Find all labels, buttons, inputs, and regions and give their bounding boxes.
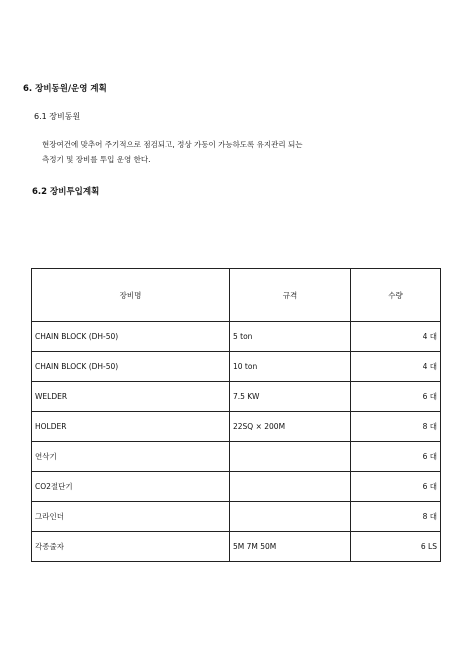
spec-cell: 5M 7M 50M: [230, 532, 351, 562]
quantity-cell: 6 대: [351, 442, 441, 472]
quantity-cell: 6 대: [351, 382, 441, 412]
spec-cell: [230, 472, 351, 502]
quantity-cell: 6 LS: [351, 532, 441, 562]
table-row: [32, 442, 441, 472]
table-row: [32, 412, 441, 442]
spec-cell: 10 ton: [230, 352, 351, 382]
equipment-name-cell: CHAIN BLOCK (DH-50): [32, 322, 230, 352]
paragraph-line-2: 측정기 및 장비를 투입 운영 한다.: [42, 155, 151, 164]
equipment-name-cell: CO2절단기: [32, 472, 230, 502]
table-row: [32, 472, 441, 502]
header-quantity: 수량: [351, 269, 441, 322]
subsection-title-equipment-mobilization: 6.1 장비동원: [34, 112, 81, 121]
equipment-table: [31, 268, 441, 562]
header-spec: 규격: [230, 269, 351, 322]
spec-cell: 22SQ × 200M: [230, 412, 351, 442]
spec-cell: [230, 442, 351, 472]
equipment-name-cell: 그라인더: [32, 502, 230, 532]
table-row: [32, 502, 441, 532]
table-row: [32, 352, 441, 382]
equipment-name-cell: 연삭기: [32, 442, 230, 472]
quantity-cell: 8 대: [351, 502, 441, 532]
equipment-name-cell: WELDER: [32, 382, 230, 412]
equipment-name-cell: CHAIN BLOCK (DH-50): [32, 352, 230, 382]
quantity-cell: 4 대: [351, 352, 441, 382]
quantity-cell: 6 대: [351, 472, 441, 502]
spec-cell: [230, 502, 351, 532]
subsection-title-equipment-plan: 6.2 장비투입계획: [32, 187, 100, 197]
header-equipment-name: 장비명: [32, 269, 230, 322]
table-row: [32, 532, 441, 562]
table-row: [32, 382, 441, 412]
quantity-cell: 8 대: [351, 412, 441, 442]
paragraph-line-1: 현장여건에 맞추어 주기적으로 점검되고, 정상 가동이 가능하도록 유지관리 되는: [42, 140, 303, 149]
equipment-name-cell: 각종줄자: [32, 532, 230, 562]
spec-cell: 7.5 KW: [230, 382, 351, 412]
equipment-name-cell: HOLDER: [32, 412, 230, 442]
table-header-row: [32, 269, 441, 322]
table-row: [32, 322, 441, 352]
quantity-cell: 4 대: [351, 322, 441, 352]
section-title: 6. 장비동원/운영 계획: [23, 84, 107, 94]
spec-cell: 5 ton: [230, 322, 351, 352]
